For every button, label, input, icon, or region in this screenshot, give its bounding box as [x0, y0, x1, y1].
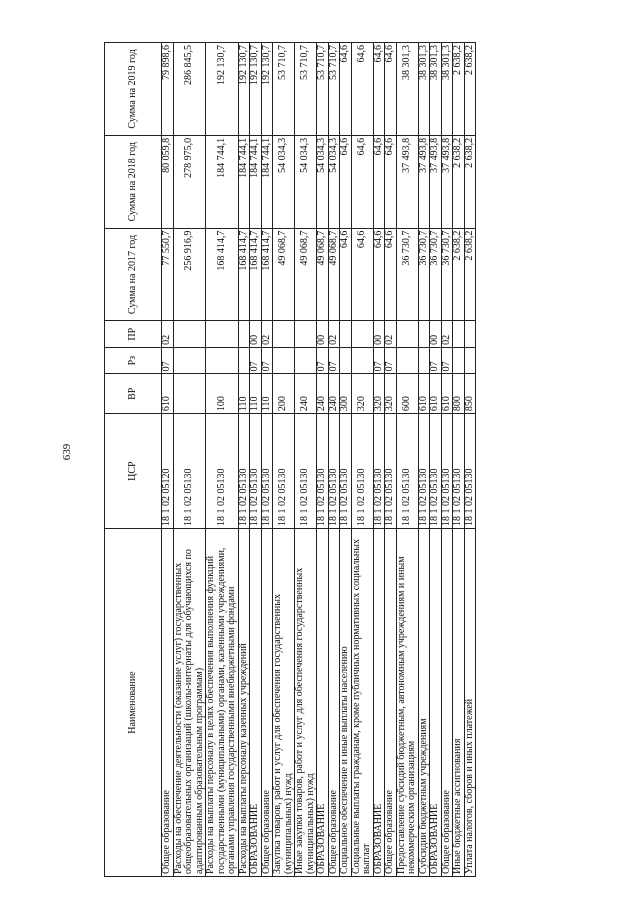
cell-pr	[464, 321, 476, 348]
rotated-table-container	[104, 42, 570, 877]
header-sum-2018: Сумма на 2018 год	[105, 135, 162, 228]
cell-csr: 18 1 02 05130	[464, 414, 476, 529]
cell-rz	[238, 347, 250, 374]
table-row	[173, 43, 206, 877]
header-sum-2017: Сумма на 2017 год	[105, 228, 162, 321]
cell-csr: 18 1 02 05130	[317, 414, 329, 529]
cell-sum-2017: 168 414,7	[261, 228, 273, 321]
cell-sum-2019: 38 301,3	[418, 43, 430, 136]
cell-name: Расходы на обеспечение деятельности (оказание услуг) государственных общеобразовательных организаций (школы-интернаты для обучающихся по адаптированным образовательным программам)	[173, 529, 206, 877]
cell-name: Общее образование	[441, 529, 453, 877]
cell-csr: 18 1 02 05120	[162, 414, 174, 529]
cell-csr: 18 1 02 05130	[453, 414, 465, 529]
cell-sum-2019: 53 710,7	[317, 43, 329, 136]
budget-table	[104, 42, 476, 877]
cell-rz	[206, 347, 239, 374]
cell-name: Общее образование	[162, 529, 174, 877]
table-row	[351, 43, 373, 877]
cell-rz: 07	[373, 347, 385, 374]
cell-pr: 02	[385, 321, 397, 348]
cell-vr	[173, 374, 206, 414]
cell-csr: 18 1 02 05130	[373, 414, 385, 529]
cell-pr	[273, 321, 295, 348]
cell-vr: 320	[373, 374, 385, 414]
cell-sum-2018: 184 744,1	[250, 135, 262, 228]
cell-rz: 07	[261, 347, 273, 374]
cell-pr	[340, 321, 352, 348]
cell-rz: 07	[250, 347, 262, 374]
table-row	[261, 43, 273, 877]
cell-vr: 320	[385, 374, 397, 414]
cell-vr: 100	[206, 374, 239, 414]
cell-name: ОБРАЗОВАНИЕ	[430, 529, 442, 877]
cell-vr: 610	[430, 374, 442, 414]
cell-name: Иные бюджетные ассигнования	[453, 529, 465, 877]
cell-vr: 300	[340, 374, 352, 414]
cell-rz	[464, 347, 476, 374]
cell-name: Расходы на выплаты персоналу в целях обеспечения выполнения функций государственными (муниципальными) органами, казенными учреждениями, органами управления государственными внебюджетными фондами	[206, 529, 239, 877]
cell-vr: 320	[351, 374, 373, 414]
cell-pr	[396, 321, 418, 348]
cell-name: Предоставление субсидий бюджетным, автономным учреждениям и иным некоммерческим организациям	[396, 529, 418, 877]
cell-csr: 18 1 02 05130	[441, 414, 453, 529]
cell-sum-2019: 192 130,7	[238, 43, 250, 136]
cell-pr: 02	[441, 321, 453, 348]
header-rz: Рз	[105, 347, 162, 374]
cell-pr	[453, 321, 465, 348]
cell-vr: 240	[328, 374, 340, 414]
cell-rz	[453, 347, 465, 374]
cell-sum-2018: 37 493,8	[430, 135, 442, 228]
cell-sum-2018: 37 493,8	[418, 135, 430, 228]
cell-pr: 00	[250, 321, 262, 348]
cell-sum-2018: 64,6	[385, 135, 397, 228]
cell-sum-2019: 64,6	[340, 43, 352, 136]
cell-name: Общее образование	[385, 529, 397, 877]
cell-csr: 18 1 02 05130	[430, 414, 442, 529]
cell-csr: 18 1 02 05130	[328, 414, 340, 529]
cell-rz	[351, 347, 373, 374]
cell-rz	[418, 347, 430, 374]
cell-name: Закупка товаров, работ и услуг для обеспечения государственных (муниципальных) нужд	[273, 529, 295, 877]
cell-sum-2018: 37 493,8	[441, 135, 453, 228]
cell-sum-2019: 2 638,2	[453, 43, 465, 136]
cell-csr: 18 1 02 05130	[295, 414, 317, 529]
cell-pr: 00	[373, 321, 385, 348]
cell-sum-2017: 49 068,7	[273, 228, 295, 321]
cell-sum-2017: 36 730,7	[418, 228, 430, 321]
cell-pr	[173, 321, 206, 348]
cell-sum-2019: 286 845,5	[173, 43, 206, 136]
cell-sum-2017: 168 414,7	[206, 228, 239, 321]
cell-name: Уплата налогов, сборов и иных платежей	[464, 529, 476, 877]
cell-sum-2017: 36 730,7	[396, 228, 418, 321]
cell-sum-2017: 168 414,7	[250, 228, 262, 321]
header-csr: ЦСР	[105, 414, 162, 529]
cell-sum-2019: 192 130,7	[206, 43, 239, 136]
cell-pr	[351, 321, 373, 348]
cell-csr: 18 1 02 05130	[396, 414, 418, 529]
cell-sum-2018: 278 975,0	[173, 135, 206, 228]
table-row	[385, 43, 397, 877]
cell-sum-2017: 36 730,7	[441, 228, 453, 321]
cell-sum-2017: 168 414,7	[238, 228, 250, 321]
cell-vr: 850	[464, 374, 476, 414]
cell-rz: 07	[430, 347, 442, 374]
cell-sum-2018: 37 493,8	[396, 135, 418, 228]
cell-csr: 18 1 02 05130	[418, 414, 430, 529]
cell-csr: 18 1 02 05130	[273, 414, 295, 529]
cell-name: Социальное обеспечение и иные выплаты населению	[340, 529, 352, 877]
cell-sum-2019: 64,6	[385, 43, 397, 136]
cell-sum-2018: 2 638,2	[464, 135, 476, 228]
table-row	[328, 43, 340, 877]
table-row	[206, 43, 239, 877]
cell-sum-2017: 49 068,7	[295, 228, 317, 321]
table-row	[250, 43, 262, 877]
cell-pr: 02	[328, 321, 340, 348]
cell-sum-2019: 38 301,3	[441, 43, 453, 136]
cell-sum-2017: 2 638,2	[453, 228, 465, 321]
cell-pr: 00	[430, 321, 442, 348]
cell-sum-2017: 49 068,7	[317, 228, 329, 321]
cell-sum-2018: 54 034,3	[273, 135, 295, 228]
table-row	[396, 43, 418, 877]
cell-vr: 110	[238, 374, 250, 414]
cell-rz	[340, 347, 352, 374]
cell-rz: 07	[317, 347, 329, 374]
cell-sum-2018: 54 034,3	[295, 135, 317, 228]
table-row	[317, 43, 329, 877]
cell-sum-2018: 184 744,1	[261, 135, 273, 228]
cell-sum-2017: 256 916,9	[173, 228, 206, 321]
cell-vr: 600	[396, 374, 418, 414]
cell-sum-2019: 38 301,3	[430, 43, 442, 136]
cell-name: ОБРАЗОВАНИЕ	[317, 529, 329, 877]
cell-name: Иные закупки товаров, работ и услуг для обеспечения государственных (муниципальных) нужд	[295, 529, 317, 877]
header-vr: ВР	[105, 374, 162, 414]
table-row	[238, 43, 250, 877]
cell-sum-2018: 184 744,1	[206, 135, 239, 228]
cell-sum-2018: 2 638,2	[453, 135, 465, 228]
cell-vr: 240	[295, 374, 317, 414]
cell-pr: 02	[261, 321, 273, 348]
cell-sum-2017: 2 638,2	[464, 228, 476, 321]
cell-vr: 610	[418, 374, 430, 414]
cell-name: ОБРАЗОВАНИЕ	[250, 529, 262, 877]
cell-sum-2019: 53 710,7	[328, 43, 340, 136]
header-pr: ПР	[105, 321, 162, 348]
table-row	[295, 43, 317, 877]
cell-sum-2017: 64,6	[385, 228, 397, 321]
cell-name: Субсидии бюджетным учреждениям	[418, 529, 430, 877]
cell-sum-2017: 64,6	[351, 228, 373, 321]
cell-sum-2019: 64,6	[373, 43, 385, 136]
table-row	[340, 43, 352, 877]
cell-pr	[238, 321, 250, 348]
cell-vr: 200	[273, 374, 295, 414]
cell-csr: 18 1 02 05130	[238, 414, 250, 529]
table-row	[162, 43, 174, 877]
cell-pr: 02	[162, 321, 174, 348]
cell-rz	[273, 347, 295, 374]
cell-csr: 18 1 02 05130	[351, 414, 373, 529]
table-row	[441, 43, 453, 877]
cell-sum-2018: 184 744,1	[238, 135, 250, 228]
cell-csr: 18 1 02 05130	[173, 414, 206, 529]
cell-sum-2019: 192 130,7	[261, 43, 273, 136]
header-sum-2019: Сумма на 2019 год	[105, 43, 162, 136]
cell-pr	[418, 321, 430, 348]
cell-vr: 800	[453, 374, 465, 414]
cell-rz	[173, 347, 206, 374]
cell-sum-2017: 64,6	[373, 228, 385, 321]
cell-rz: 07	[385, 347, 397, 374]
cell-rz: 07	[328, 347, 340, 374]
cell-name: Общее образование	[328, 529, 340, 877]
page-number: 639	[61, 443, 73, 461]
cell-name: ОБРАЗОВАНИЕ	[373, 529, 385, 877]
cell-pr: 00	[317, 321, 329, 348]
cell-sum-2019: 53 710,7	[295, 43, 317, 136]
cell-vr: 610	[162, 374, 174, 414]
table-row	[418, 43, 430, 877]
cell-name: Общее образование	[261, 529, 273, 877]
cell-sum-2017: 77 550,7	[162, 228, 174, 321]
cell-vr: 110	[261, 374, 273, 414]
cell-sum-2019: 79 898,6	[162, 43, 174, 136]
cell-rz: 07	[162, 347, 174, 374]
cell-pr	[295, 321, 317, 348]
cell-csr: 18 1 02 05130	[340, 414, 352, 529]
table-row	[273, 43, 295, 877]
cell-csr: 18 1 02 05130	[250, 414, 262, 529]
cell-csr: 18 1 02 05130	[385, 414, 397, 529]
cell-sum-2018: 80 059,8	[162, 135, 174, 228]
cell-sum-2018: 54 034,3	[317, 135, 329, 228]
header-name: Наименование	[105, 529, 162, 877]
cell-pr	[206, 321, 239, 348]
table-row	[453, 43, 465, 877]
cell-sum-2017: 64,6	[340, 228, 352, 321]
cell-rz	[295, 347, 317, 374]
cell-sum-2017: 36 730,7	[430, 228, 442, 321]
cell-sum-2019: 64,6	[351, 43, 373, 136]
cell-sum-2018: 64,6	[351, 135, 373, 228]
cell-name: Социальные выплаты гражданам, кроме публичных нормативных социальных выплат	[351, 529, 373, 877]
cell-sum-2018: 64,6	[373, 135, 385, 228]
cell-sum-2019: 53 710,7	[273, 43, 295, 136]
cell-sum-2019: 38 301,3	[396, 43, 418, 136]
cell-rz	[396, 347, 418, 374]
table-header-row	[105, 43, 162, 877]
cell-sum-2019: 2 638,2	[464, 43, 476, 136]
table-row	[430, 43, 442, 877]
table-row	[373, 43, 385, 877]
cell-sum-2019: 192 130,7	[250, 43, 262, 136]
table-row	[464, 43, 476, 877]
cell-sum-2018: 64,6	[340, 135, 352, 228]
cell-sum-2017: 49 068,7	[328, 228, 340, 321]
cell-sum-2018: 54 034,3	[328, 135, 340, 228]
cell-csr: 18 1 02 05130	[206, 414, 239, 529]
cell-vr: 610	[441, 374, 453, 414]
cell-vr: 240	[317, 374, 329, 414]
cell-name: Расходы на выплаты персоналу казенных учреждений	[238, 529, 250, 877]
cell-csr: 18 1 02 05130	[261, 414, 273, 529]
cell-rz: 07	[441, 347, 453, 374]
cell-vr: 110	[250, 374, 262, 414]
